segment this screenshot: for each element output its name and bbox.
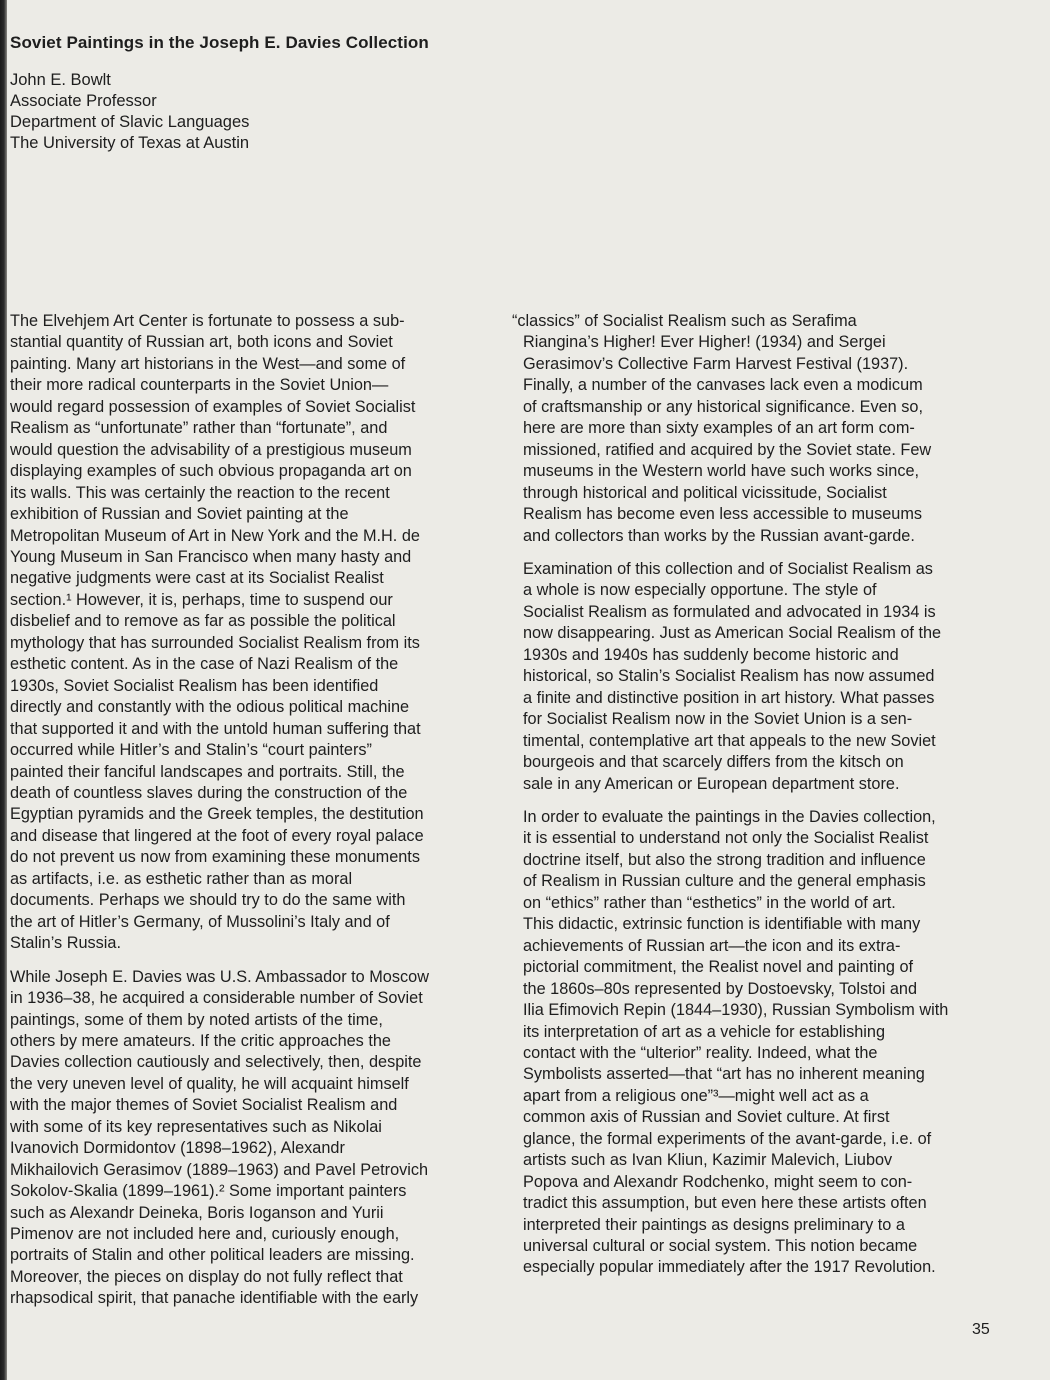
left-paragraph-1: The Elvehjem Art Center is fortunate to possess a sub- stantial quantity of Russian art, both icons and Soviet painting. Many art historians in the West—and some of their more radical counterparts in the Soviet Union— would regard possession of examples of Soviet Socialist Realism as “unfortunate” rather than “fortunate”, and would question the advisability of a prestigious museum displaying examples of such obvious propaganda art on its walls. This was certainly the reaction to the recent exhibition of Russian and Soviet painting at the Metropolitan Museum of Art in New York and the M.H. de Young Museum in San Francisco when many hasty and negative judgments were cast at its Socialist Realist section.¹ However, it is, perhaps, time to suspend our disbelief and to remove as far as possible the political mythology that has surrounded Socialist Realism from its esthetic content. As in the case of Nazi Realism of the 1930s, Soviet Socialist Realism has been identified directly and constantly with the odious political machine that supported it and with the untold human suffering that occurred while Hitler’s and Stalin’s “court painters” painted their fanciful landscapes and portraits. Still, the death of countless slaves during the construction of the Egyptian pyramids and the Greek temples, the destitution and disease that lingered at the foot of every royal palace do not prevent us now from examining these monuments as artifacts, i.e. as esthetic rather than as moral documents. Perhaps we should try to do the same with the art of Hitler’s Germany, of Mussolini’s Italy and of Stalin’s Russia. [10,312,424,953]
page-number: 35 [972,1321,990,1338]
right-paragraph-2: Examination of this collection and of Socialist Realism as a whole is now especially opportune. The style of Socialist Realism as formulated and advocated in 1934 is now disappearing. Just as American Social Realism of the 1930s and 1940s has suddenly become historic and historical, so Stalin’s Socialist Realism has now assumed a finite and distinctive position in art history. What passes for Socialist Realism now in the Soviet Union is a sen- timental, contemplative art that appeals to the new Soviet bourgeois and that scarcely differs from the kitsch on sale in any American or European department store. [523,559,942,793]
article-title: Soviet Paintings in the Joseph E. Davies Collection [10,33,429,52]
author-position: Associate Professor [10,92,157,110]
book-spine-shadow [0,0,7,1380]
left-column [10,311,485,1322]
author-institution: The University of Texas at Austin [10,134,250,152]
right-column [512,311,998,1291]
right-paragraph-1: “classics” of Socialist Realism such as Serafima Riangina’s Higher! Ever Higher! (1934) and Sergei Gerasimov’s Collective Farm Harvest Festival (1937). Finally, a number of the canvases lack even a modicum of craftsmanship or any historical significance. Even so, here are more than sixty examples of an art form com- missioned, ratified and acquired by the Soviet state. Few museums in the Western world have such works since, through historical and political vicissitude, Socialist Realism has become even less accessible to museums and collectors than works by the Russian avant-garde. [512,312,932,545]
right-paragraph-3: In order to evaluate the paintings in the Davies collection, it is essential to understand not only the Socialist Realist doctrine itself, but also the strong tradition and influence of Realism in Russian culture and the general emphasis on “ethics” rather than “esthetics” in the world of art. This didactic, extrinsic function is identifiable with many achievements of Russian art—the icon and its extra- pictorial commitment, the Realist novel and painting of the 1860s–80s represented by Dostoevsky, Tolstoi and Ilia Efimovich Repin (1844–1930), Russian Symbolism with its interpretation of art as a vehicle for establishing contact with the “ulterior” reality. Indeed, what the Symbolists asserted—that “art has no inherent meaning apart from a religious one”³—might well act as a common axis of Russian and Soviet culture. At first glance, the formal experiments of the avant-garde, i.e. of artists such as Ivan Kliun, Kazimir Malevich, Liubov Popova and Alexandr Rodchenko, might seem to con- tradict this assumption, but even here these artists often interpreted their paintings as designs preliminary to a universal cultural or social system. This notion became especially popular immediately after the 1917 Revolution. [523,807,949,1277]
author-block [10,70,249,154]
author-name: John E. Bowlt [10,71,111,89]
left-paragraph-2: While Joseph E. Davies was U.S. Ambassador to Moscow in 1936–38, he acquired a considerable number of Soviet paintings, some of them by noted artists of the time, others by mere amateurs. If the critic approaches the Davies collection cautiously and selectively, then, despite the very uneven level of quality, he will acquaint himself with the major themes of Soviet Socialist Realism and with some of its key representatives such as Nikolai Ivanovich Dormidontov (1898–1962), Alexandr Mikhailovich Gerasimov (1889–1963) and Pavel Petrovich Sokolov-Skalia (1899–1961).² Some important painters such as Alexandr Deineka, Boris Ioganson and Yurii Pimenov are not included here and, curiously enough, portraits of Stalin and other political leaders are missing. Moreover, the pieces on display do not fully reflect that rhapsodical spirit, that panache identifiable with the early [10,967,429,1308]
author-department: Department of Slavic Languages [10,113,250,131]
